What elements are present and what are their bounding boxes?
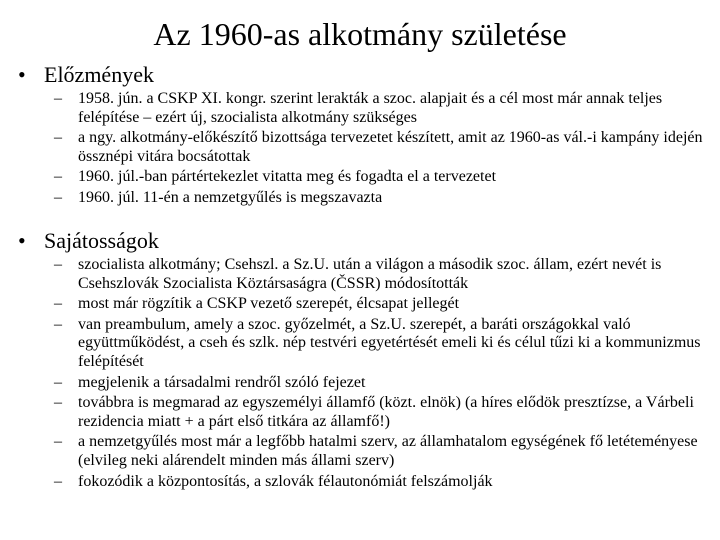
list-item xyxy=(18,394,708,431)
section-sajatossagok xyxy=(18,228,708,493)
list-item-text: most már rögzítik a CSKP vezető szerepét, élcsapat jellegét xyxy=(78,295,460,313)
list-item xyxy=(18,433,708,470)
list-item xyxy=(18,168,708,187)
list-item xyxy=(18,473,708,492)
list-item-text: megjelenik a társadalmi rendről szóló fejezet xyxy=(78,373,366,391)
dash-icon: – xyxy=(54,373,62,391)
list-item xyxy=(18,316,708,372)
dash-icon: – xyxy=(54,315,62,333)
list-item-text: fokozódik a központosítás, a szlovák félautonómiát felszámolják xyxy=(78,472,493,490)
section-elozmenyek xyxy=(18,62,708,210)
list-item-text: a nemzetgyűlés most már a legfőbb hatalmi szerv, az államhatalom egységének fő letéteményese (elvileg neki alárendelt minden más állami szerv) xyxy=(78,433,698,469)
dash-icon: – xyxy=(54,90,62,107)
section-heading xyxy=(18,62,708,88)
bullet-icon: • xyxy=(18,62,26,87)
dash-icon: – xyxy=(54,433,62,451)
list-item xyxy=(18,189,708,208)
list-item-text: továbbra is megmarad az egyszemélyi államfő (közt. elnök) (a híres elődök presztízse, a Várbeli rezidencia miatt + a párt első titkára az államfő!) xyxy=(78,394,694,430)
list-item xyxy=(18,295,708,314)
list-item-text: szocialista alkotmány; Csehszl. a Sz.U. után a világon a második szoc. állam, ezért nevét is Csehszlovák Szocialista Köztársaságra (ČSSR) módosították xyxy=(78,256,662,292)
list-item-text: van preambulum, amely a szoc. győzelmét, a Sz.U. szerepét, a baráti országokkal való együttműködést, a cseh és szlk. nép testvéri egyetértését emeli ki és célul tűzi ki a kommunizmus felépítését xyxy=(78,315,701,370)
dash-icon: – xyxy=(54,256,62,273)
list-item xyxy=(18,90,708,127)
list-item xyxy=(18,256,708,293)
section-heading-text: Sajátosságok xyxy=(44,228,159,253)
slide-title: Az 1960-as alkotmány születése xyxy=(153,16,567,52)
section-heading-text: Előzmények xyxy=(44,62,154,87)
section-item-list xyxy=(18,90,708,208)
list-item-text: 1960. júl.-ban pártértekezlet vitatta meg és fogadta el a tervezetet xyxy=(78,168,497,186)
section-item-list xyxy=(18,256,708,491)
dash-icon: – xyxy=(54,295,62,313)
list-item xyxy=(18,129,708,166)
dash-icon: – xyxy=(54,129,62,147)
list-item-text: 1958. jún. a CSKP XI. kongr. szerint lerakták a szoc. alapjait és a cél most már annak teljes felépítése – ezért új, szocialista alkotmány szükséges xyxy=(78,90,663,126)
list-item-text: 1960. júl. 11-én a nemzetgyűlés is megszavazta xyxy=(78,188,383,206)
dash-icon: – xyxy=(54,188,62,206)
dash-icon: – xyxy=(54,472,62,490)
list-item-text: a ngy. alkotmány-előkészítő bizottsága tervezetet készített, amit az 1960-as vál.-i kampány idején össznépi vitára bocsátottak xyxy=(78,129,703,165)
bullet-icon: • xyxy=(18,228,26,253)
list-item xyxy=(18,374,708,393)
section-heading xyxy=(18,228,708,254)
dash-icon: – xyxy=(54,394,62,412)
dash-icon: – xyxy=(54,168,62,186)
